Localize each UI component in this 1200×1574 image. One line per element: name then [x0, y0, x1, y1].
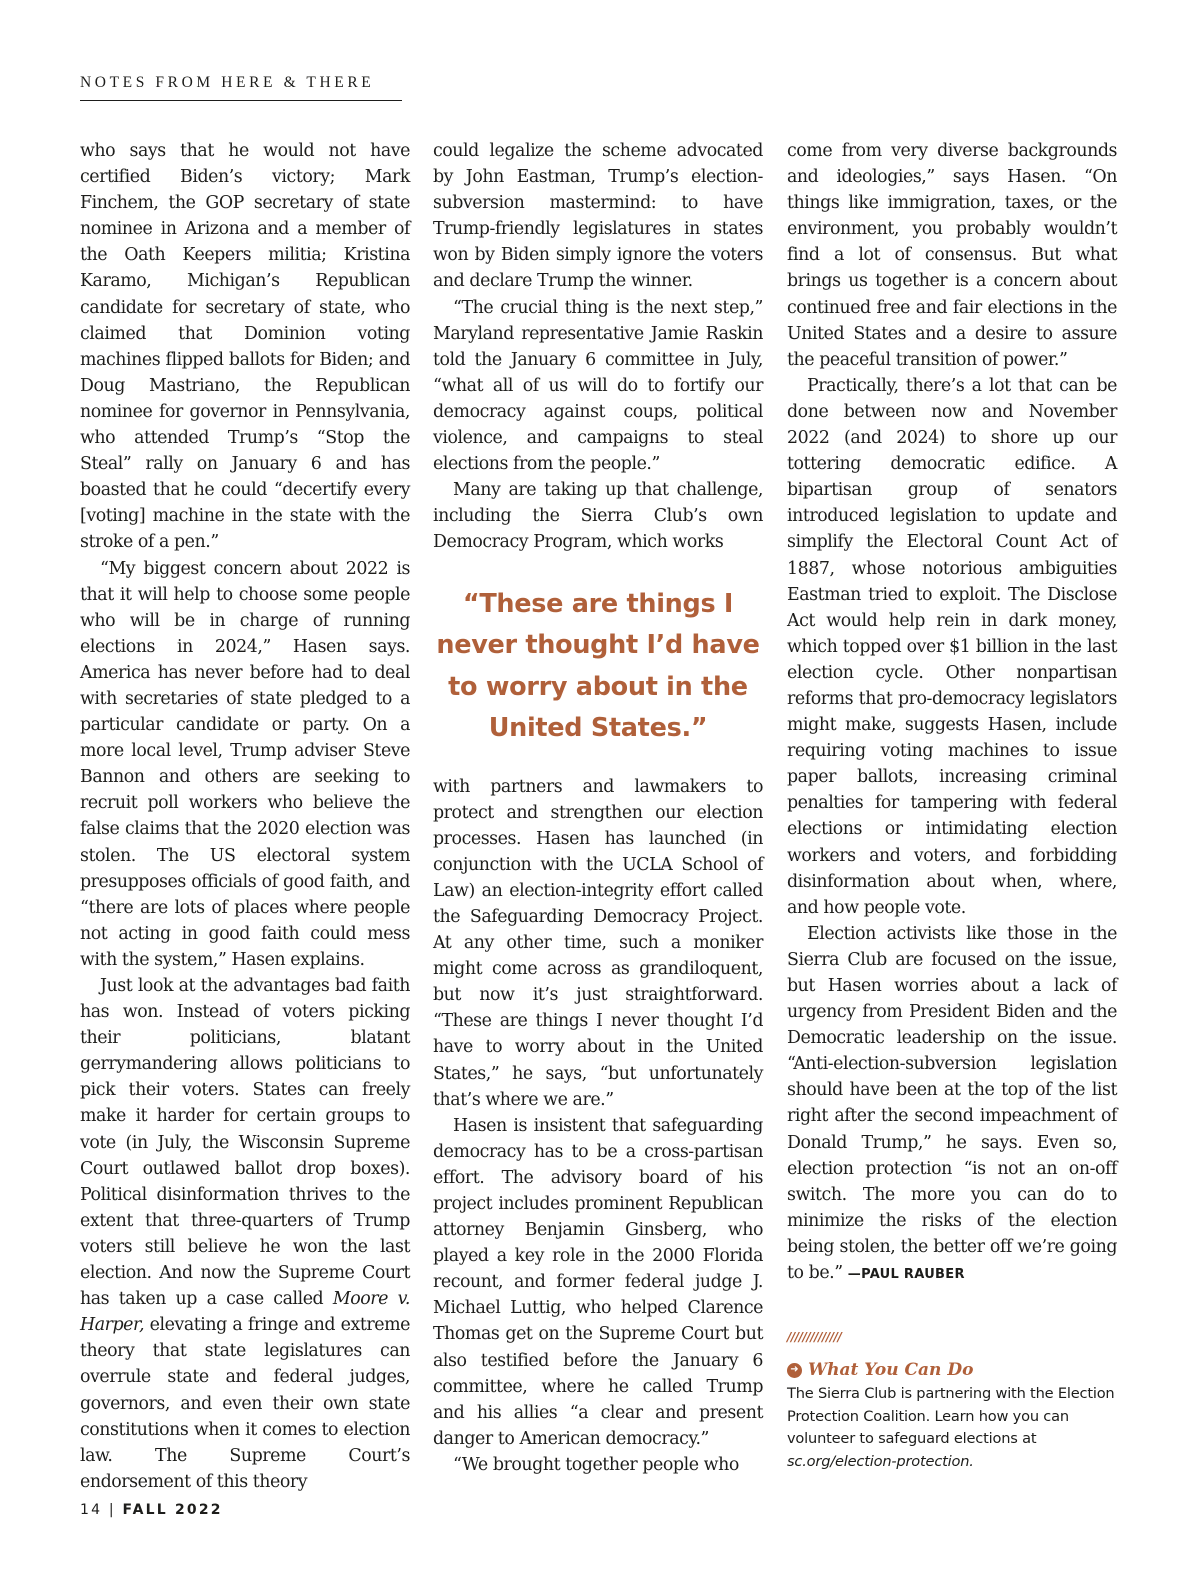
section-header: NOTES FROM HERE & THERE	[80, 74, 375, 91]
paragraph-text: elevating a fringe and extreme theory that state legislatures can overrule state and federal judges, governors, and even their own state constitutions when it comes to election law. The Supreme Court’s endorsement of this theory	[80, 1315, 410, 1492]
pull-quote: “These are things I never thought I’d have to worry about in the United States.”	[436, 588, 760, 743]
sidebar-divider: //////////////	[787, 1330, 842, 1344]
arrow-right-circle-icon: ➜	[787, 1363, 802, 1378]
issue-season: FALL 2022	[122, 1502, 223, 1518]
article-paragraph: could legalize the scheme advocated by John Eastman, Trump’s election-subversion mastermind: to have Trump-friendly legislatures in states won by Biden simply ignore the voters and declare Trump the winner.	[433, 141, 763, 292]
article-paragraph	[80, 973, 410, 1495]
article-paragraph	[787, 921, 1117, 1288]
election-protection-link[interactable]: sc.org/election-protection.	[787, 1452, 974, 1470]
page-number: 14	[80, 1502, 103, 1518]
case-name: Moore v. Harper,	[80, 1289, 410, 1336]
article-paragraph: “My biggest concern about 2022 is that it will help to choose some people who will be in charge of running elections in 2024,” Hasen says. America has never before had to deal with secretaries of state pledged to a particular candidate or party. On a more local level, Trump adviser Steve Bannon and others are seeking to recruit poll workers who believe the false claims that the 2020 election was stolen. The US electoral system presupposes officials of good faith, and “there are lots of places where people not acting in good faith could mess with the system,” Hasen explains.	[80, 558, 410, 970]
footer-separator: |	[108, 1502, 116, 1518]
author-byline: —PAUL RAUBER	[847, 1267, 965, 1283]
paragraph-text: Election activists like those in the Sierra Club are focused on the issue, but Hasen worries about a lack of urgency from President Biden and the Democratic leadership on the issue. “Anti-election-subversion legislation should have been at the top of the list right after the second impeachment of Donald Trump,” he says. Even so, election protection “is not an on-off switch. The more you can do to minimize the risks of the election being stolen, the better off we’re going to be.”	[787, 923, 1117, 1284]
what-you-can-do-body	[787, 1383, 1127, 1473]
article-paragraph: come from very diverse backgrounds and ideologies,” says Hasen. “On things like immigration, taxes, or the environment, you probably wouldn’t find a lot of consensus. But what brings us together is a concern about continued free and fair elections in the United States and a desire to assure the peaceful transition of power.”	[787, 141, 1117, 370]
sidebar-text: The Sierra Club is partnering with the Election Protection Coalition. Learn how you can volunteer to safeguard elections at	[787, 1385, 1115, 1447]
header-rule	[80, 100, 402, 101]
article-paragraph: Many are taking up that challenge, including the Sierra Club’s own Democracy Program, which works	[433, 480, 763, 553]
page-footer	[80, 1502, 223, 1518]
article-paragraph: Practically, there’s a lot that can be done between now and November 2022 (and 2024) to shore up our tottering democratic edifice. A bipartisan group of senators introduced legislation to update and simplify the Electoral Count Act of 1887, whose notorious ambiguities Eastman tried to exploit. The Disclose Act would help rein in dark money, which topped over $1 billion in the last election cycle. Other nonpartisan reforms that pro-democracy legislators might make, suggests Hasen, include requiring voting machines to issue paper ballots, increasing criminal penalties for tampering with federal elections or intimidating election workers and voters, and forbidding disinformation about when, where, and how people vote.	[787, 375, 1117, 918]
article-column-2	[433, 138, 763, 1478]
what-you-can-do-heading	[787, 1360, 1127, 1380]
article-paragraph: “The crucial thing is the next step,” Maryland representative Jamie Raskin told the January 6 committee in July, “what all of us will do to fortify our democracy against coups, political violence, and campaigns to steal elections from the people.”	[433, 297, 763, 475]
article-paragraph: Hasen is insistent that safeguarding democracy has to be a cross-partisan effort. The advisory board of his project includes prominent Republican attorney Benjamin Ginsberg, who played a key role in the 2000 Florida recount, and former federal judge J. Michael Luttig, who helped Clarence Thomas get on the Supreme Court but also testified before the January 6 committee, where he called Trump and his allies “a clear and present danger to American democracy.”	[433, 1115, 763, 1449]
article-column-1	[80, 138, 410, 1495]
article-column-3	[787, 138, 1117, 1288]
what-you-can-do-box	[787, 1360, 1127, 1473]
article-paragraph: with partners and lawmakers to protect and strengthen our election processes. Hasen has launched (in conjunction with the UCLA School of Law) an election-integrity effort called the Safeguarding Democracy Project. At any other time, such a moniker might come across as grandiloquent, but now it’s just straightforward. “These are things I never thought I’d have to worry about in the United States,” he says, “but unfortunately that’s where we are.”	[433, 776, 763, 1110]
what-you-can-do-title: What You Can Do	[808, 1360, 974, 1380]
paragraph-text: Just look at the advantages bad faith has won. Instead of voters picking their politicians, blatant gerrymandering allows politicians to pick their voters. States can freely make it harder for certain groups to vote (in July, the Wisconsin Supreme Court outlawed ballot drop boxes). Political disinformation thrives to the extent that three-quarters of Trump voters still believe he won the last election. And now the Supreme Court has taken up a case called	[80, 976, 410, 1310]
article-paragraph: “We brought together people who	[453, 1454, 739, 1475]
article-paragraph: who says that he would not have certified Biden’s victory; Mark Finchem, the GOP secretary of state nominee in Arizona and a member of the Oath Keepers militia; Kristina Karamo, Michigan’s Republican candidate for secretary of state, who claimed that Dominion voting machines flipped ballots for Biden; and Doug Mastriano, the Republican nominee for governor in Pennsylvania, who attended Trump’s “Stop the Steal” rally on January 6 and has boasted that he could “decertify every [voting] machine in the state with the stroke of a pen.”	[80, 141, 410, 553]
